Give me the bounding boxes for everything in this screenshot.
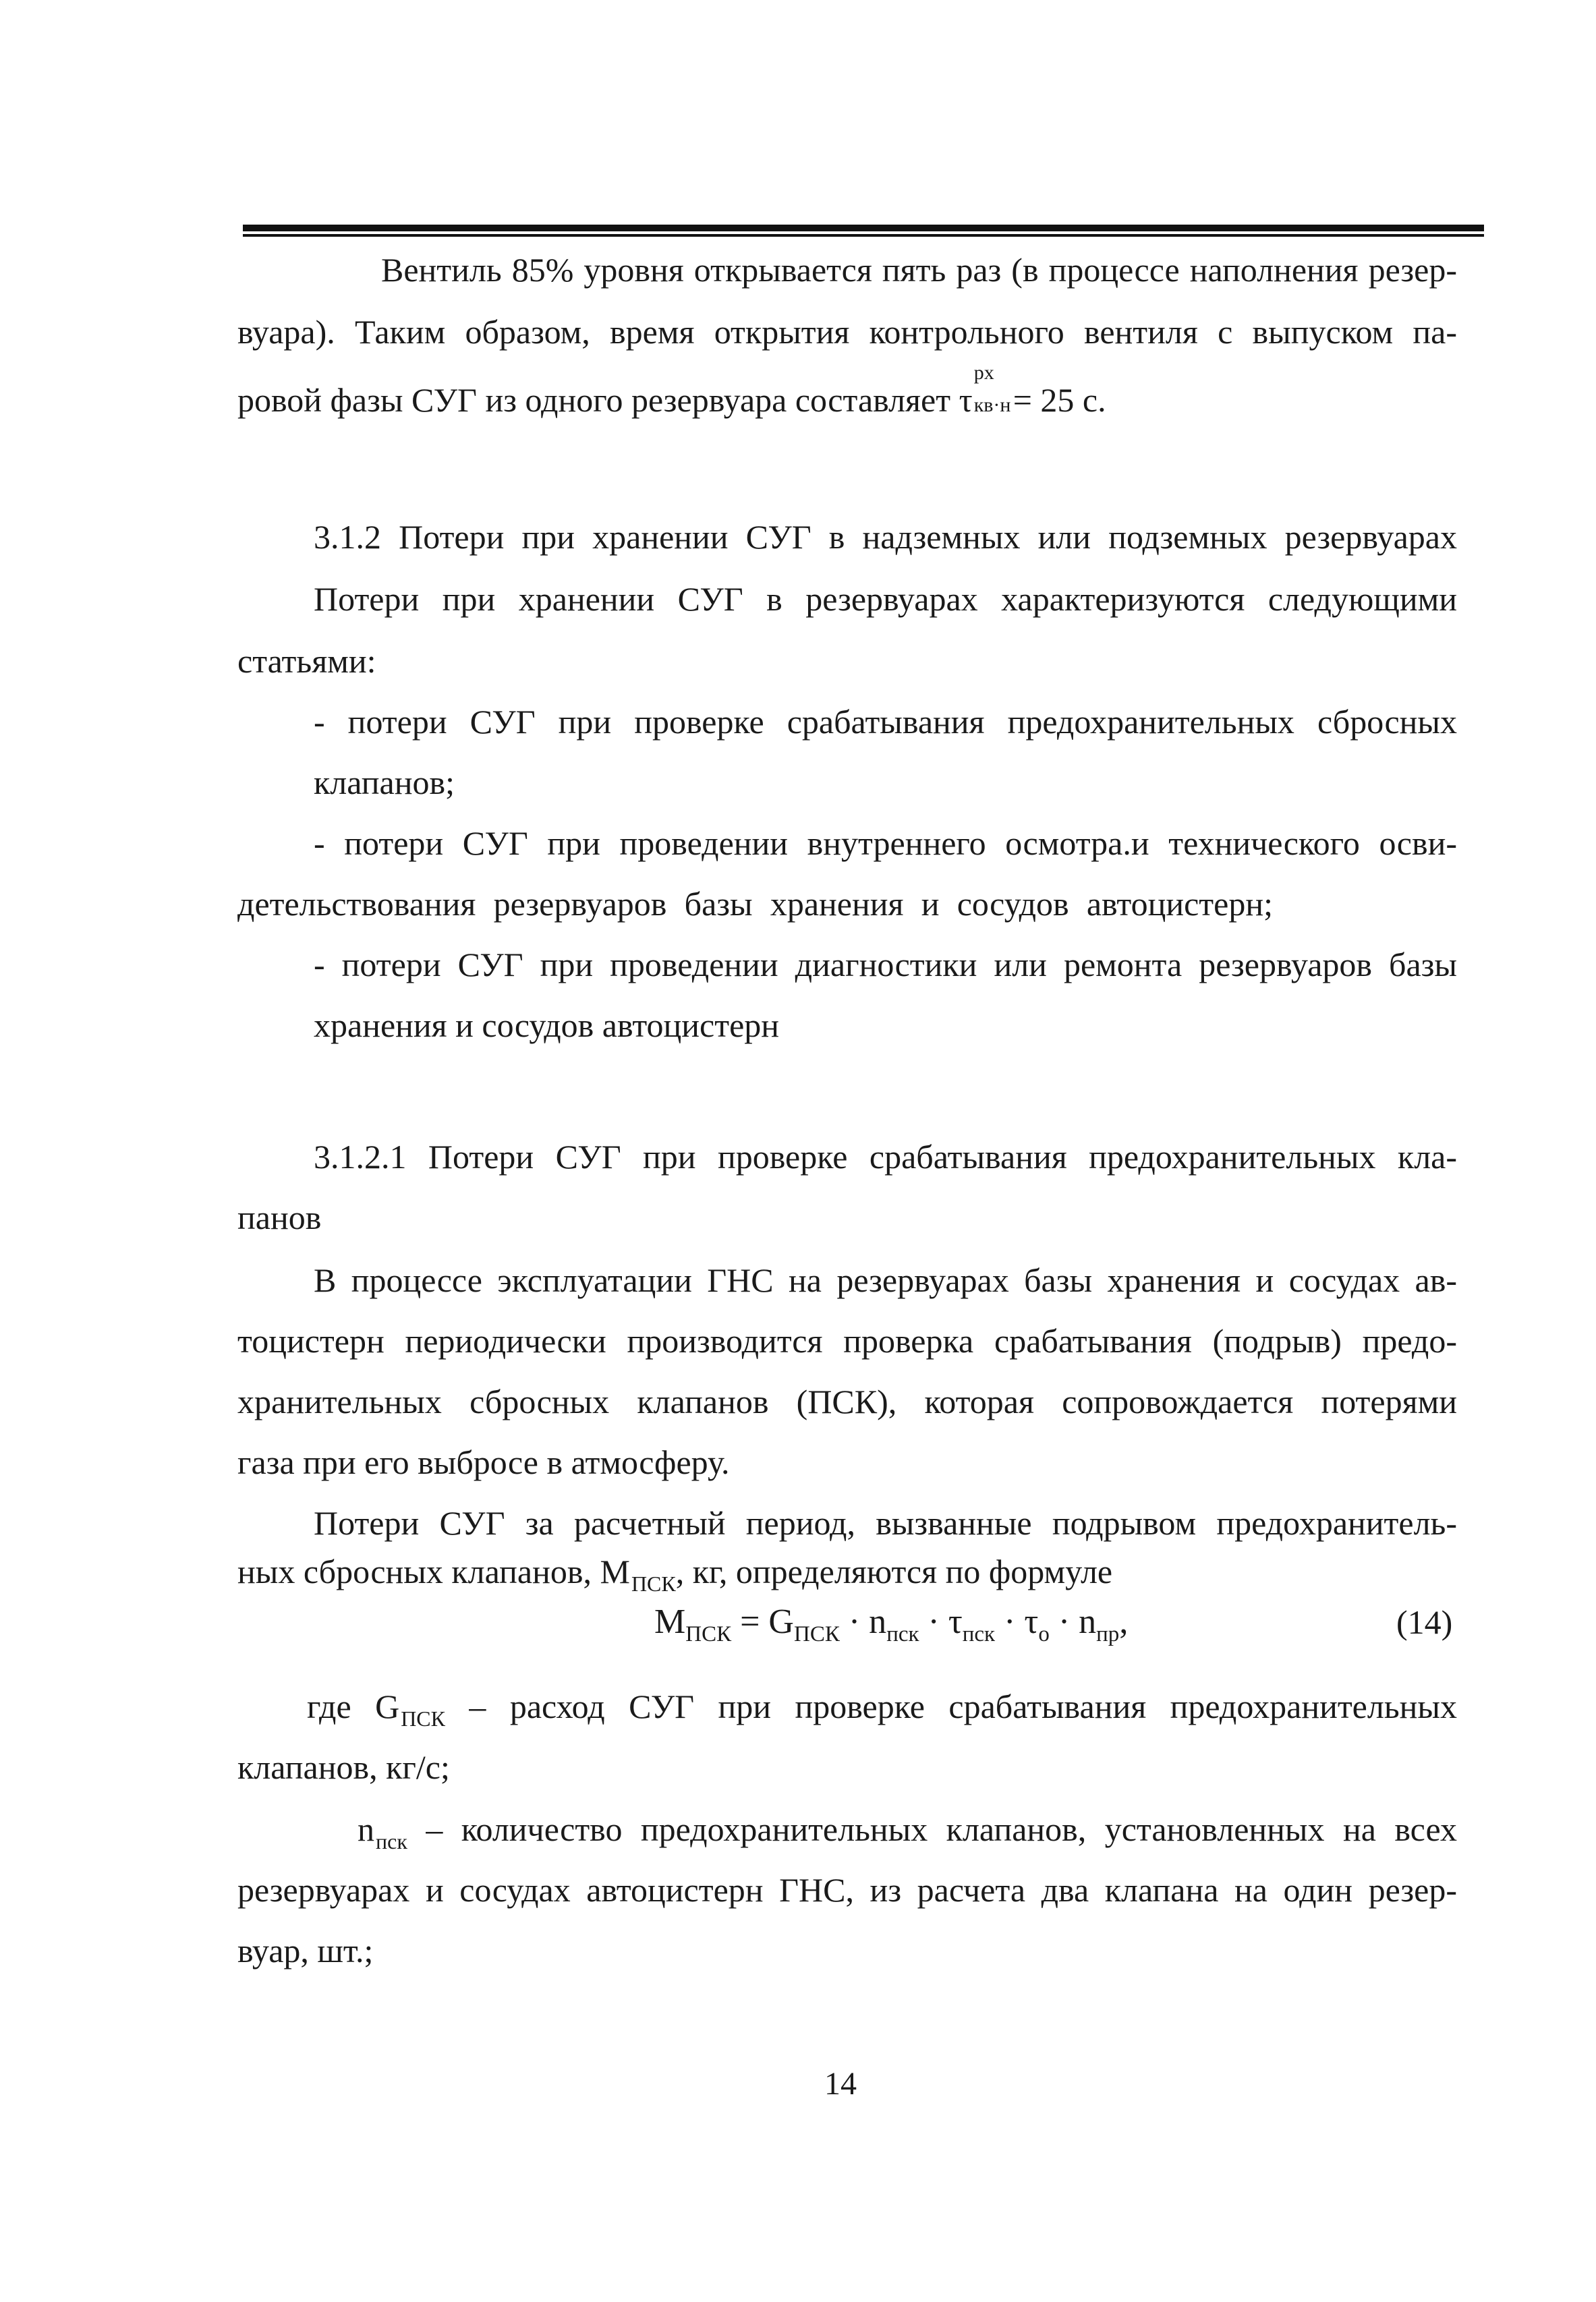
definition-g-sub: ПСК (401, 1706, 445, 1731)
list-item2-line2: детельствования резервуаров базы хранения и сосудов автоцистерн; (237, 885, 1273, 923)
definition-n-sub: пск (376, 1829, 407, 1853)
formula-g-sub: ПСК (794, 1622, 840, 1646)
section-3121-p-line3: хранительных сбросных клапанов (ПСК), которая сопровождается потерями (237, 1383, 1457, 1420)
definition-g-line2: клапанов, кг/с; (237, 1748, 450, 1786)
section-312-intro-line2: статьями: (237, 642, 376, 680)
section-3121-p-line1: В процессе эксплуатации ГНС на резервуарах базы хранения и сосудах ав- (314, 1261, 1457, 1299)
section-3121-p-line2: тоцистерн периодически производится проверка срабатывания (подрыв) предо- (237, 1322, 1457, 1360)
p1-line2: вуара). Таким образом, время открытия контрольного вентиля с выпуском па- (237, 313, 1457, 351)
definition-n-text: – количество предохранительных клапанов, установленных на всех (407, 1810, 1457, 1848)
tau-subscript: кв·н (973, 394, 1011, 416)
definition-g-symbol: где G (307, 1688, 400, 1725)
formula-m-sub: ПСК (685, 1622, 732, 1646)
p1-line3 (237, 362, 1106, 420)
list-item1-line1: - потери СУГ при проверке срабатывания предохранительных сбросных (314, 703, 1457, 741)
p2-line2-text: ных сбросных клапанов, М (237, 1553, 630, 1590)
definition-g-text: – расход СУГ при проверке срабатывания предохранительных (445, 1688, 1457, 1725)
section-312-heading: 3.1.2 Потери при хранении СУГ в надземных или подземных резервуарах (314, 518, 1457, 556)
section-3121-p2-line1: Потери СУГ за расчетный период, вызванные подрывом предохранитель- (314, 1504, 1457, 1542)
formula-n-sub: пск (886, 1622, 919, 1646)
formula-n-pr-sub: пр (1096, 1622, 1120, 1646)
p1-line3-value: = 25 с. (1013, 381, 1106, 419)
section-3121-p2-line2 (237, 1551, 1112, 1604)
formula-g: = G (731, 1603, 794, 1641)
formula-n: · n (839, 1603, 887, 1641)
tau-indices (973, 362, 1013, 416)
formula-tau-psk: · τ (919, 1603, 963, 1641)
formula-tau-psk-sub: пск (962, 1622, 996, 1646)
header-rule-thin (243, 234, 1484, 237)
page-number: 14 (824, 2066, 857, 2102)
section-3121-heading-line1: 3.1.2.1 Потери СУГ при проверке срабатывания предохранительных кла- (314, 1138, 1457, 1176)
formula-tau-o-sub: о (1038, 1622, 1050, 1646)
section-3121-heading-line2: панов (237, 1199, 322, 1236)
formula-tau-o: · τ (995, 1603, 1039, 1641)
list-item3-line2: хранения и сосудов автоцистерн (314, 1006, 780, 1044)
formula-m: M (654, 1603, 686, 1641)
p1-line1: Вентиль 85% уровня открывается пять раз (в процессе наполнения резер- (381, 251, 1457, 289)
formula-end: , (1119, 1603, 1129, 1641)
list-item2-line1: - потери СУГ при проведении внутреннего осмотра.и технического осви- (314, 824, 1457, 862)
list-item3-line1: - потери СУГ при проведении диагностики или ремонта резервуаров базы (314, 946, 1457, 983)
list-item1-line2: клапанов; (314, 764, 455, 801)
definition-n-line3: вуар, шт.; (237, 1932, 374, 1969)
section-3121-p-line4: газа при его выбросе в атмосферу. (237, 1443, 730, 1481)
header-rule-thick (243, 225, 1484, 231)
section-312-intro-line1: Потери при хранении СУГ в резервуарах характеризуются следующими (314, 580, 1457, 618)
formula-n-pr: · n (1049, 1603, 1097, 1641)
tau-symbol: τ (959, 381, 973, 419)
definition-n-line1 (358, 1809, 1457, 1862)
m-psk-subscript: ПСК (631, 1572, 676, 1596)
definition-n-line2: резервуарах и сосудах автоцистерн ГНС, из расчета два клапана на один резер- (237, 1871, 1457, 1909)
definition-n-symbol: n (358, 1810, 374, 1848)
p1-line3-text: ровой фазы СУГ из одного резервуара составляет (237, 381, 951, 419)
tau-superscript: px (973, 362, 994, 384)
equation-number: (14) (1396, 1603, 1453, 1641)
formula-14 (654, 1602, 1128, 1654)
definition-g-line1 (307, 1686, 1457, 1739)
p2-line2-tail: , кг, определяются по формуле (675, 1553, 1113, 1590)
